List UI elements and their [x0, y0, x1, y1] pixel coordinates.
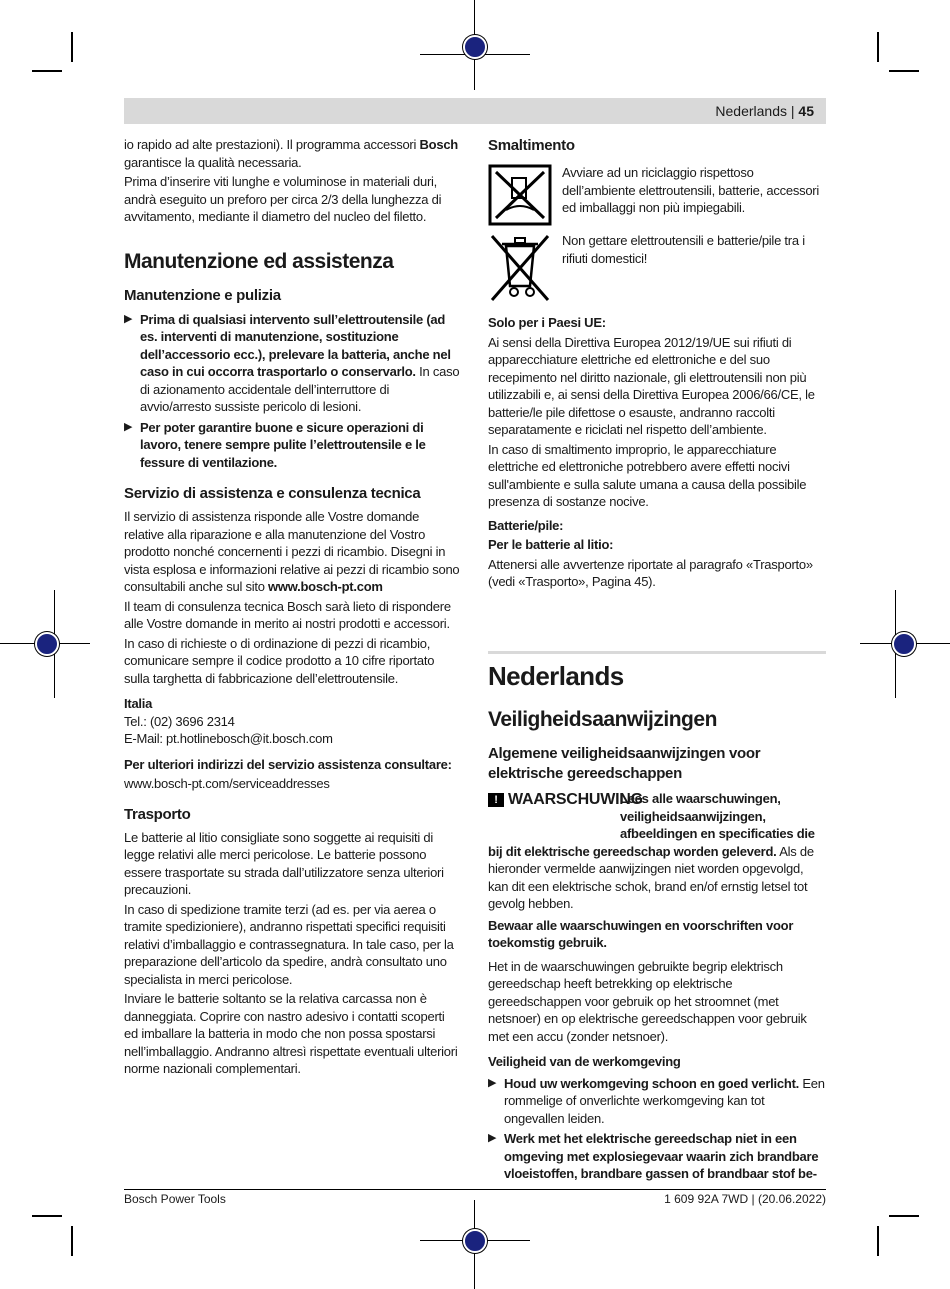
bullet-arrow-icon: ▶: [488, 1076, 497, 1089]
paragraph: io rapido ad alte prestazioni). Il programma accessori Bosch garantisce la qualità necessaria.: [124, 137, 458, 170]
crop-mark: [32, 1215, 62, 1217]
registration-target-icon: [892, 632, 916, 656]
crop-mark: [71, 1226, 73, 1256]
paragraph: Per ulteriori indirizzi del servizio assistenza consultare:: [124, 756, 452, 772]
paragraph-heading: Per le batterie al litio:: [488, 537, 614, 552]
paragraph: Bewaar alle waarschuwingen en voorschriften voor toekomstig gebruik.: [488, 917, 794, 950]
right-column-dutch: [488, 660, 826, 1186]
subsection-heading: Smaltimento: [488, 137, 575, 154]
warning-label: ! WAARSCHUWING: [488, 790, 608, 810]
subsection-heading: Trasporto: [124, 805, 191, 823]
service-url-link[interactable]: www.bosch-pt.com/serviceaddresses: [124, 776, 330, 791]
list-item: ▶ Per poter garantire buone e sicure operazioni di lavoro, tenere sempre pulite l’elettroutensile e le fessure di ventilazione.: [124, 419, 426, 470]
paragraph: Het in de waarschuwingen gebruikte begrip elektrisch gereedschap heeft betrekking op elektrische gereedschappen voor gebruik op het stroomnet (met netsnoer) en op elektrische gereedschappen voor gebruik met een accu (zonder netsnoer).: [488, 958, 807, 1044]
recycling-notice: [488, 164, 826, 226]
paragraph: Inviare le batterie soltanto se la relativa carcassa non è danneggiata. Coprire con nastro adesivo i contatti scoperti ed imballare la batteria in modo che non possa spostarsi nell’imballaggio. Andranno altresì rispettate eventuali ulteriori norme nazionali complementari.: [124, 991, 458, 1076]
crop-mark: [877, 32, 879, 62]
email-address: E-Mail: pt.hotlinebosch@it.bosch.com: [124, 731, 333, 746]
section-heading: Manutenzione ed assistenza: [124, 249, 394, 273]
paragraph: Le batterie al litio consigliate sono soggette ai requisiti di legge relativi alle merci pericolose. Le batterie possono essere trasportate su strada dall’utilizzatore senza ulteriori precauzioni.: [124, 829, 444, 897]
paragraph-heading: Veiligheid van de werkomgeving: [488, 1054, 681, 1069]
paragraph: Il servizio di assistenza risponde alle Vostre domande relative alla riparazione e alla manutenzione del Vostro prodotto nonché concernenti i pezzi di ricambio. Disegni in vista esplosa e informazioni relative ai pezzi di ricambio sono consultabili anche sul sito www.bosch-pt.com: [124, 509, 460, 594]
crop-mark: [889, 70, 919, 72]
subsection-heading: Servizio di assistenza e consulenza tecnica: [124, 485, 421, 502]
paragraph: In caso di richieste o di ordinazione di pezzi di ricambio, comunicare sempre il codice prodotto a 10 cifre riportato sulla targhetta di fabbricazione dell’elettroutensile.: [124, 635, 435, 686]
footer-brand: Bosch Power Tools: [124, 1192, 226, 1206]
registration-target-icon: [463, 35, 487, 59]
footer-rule: [124, 1189, 826, 1190]
page-number: 45: [798, 103, 814, 119]
crop-mark: [32, 70, 62, 72]
paragraph: Non gettare elettroutensili e batterie/pile tra i rifiuti domestici!: [562, 233, 805, 266]
bullet-arrow-icon: ▶: [488, 1132, 497, 1144]
crossed-bin-icon: [488, 232, 552, 304]
registration-target-icon: [463, 1229, 487, 1253]
right-column: [488, 136, 826, 593]
header-language: Nederlands: [715, 103, 787, 119]
country-label: Italia: [124, 696, 153, 711]
bullet-arrow-icon: ▶: [124, 420, 133, 433]
list-item: ▶ Werk met het elektrische gereedschap niet in een omgeving met explosiegevaar waarin zich brandbare vloeistoffen, brandbare gassen of brandbaar stof be-: [488, 1131, 819, 1181]
paragraph: In caso di spedizione tramite terzi (ad es. per via aerea o tramite spedizioniere), andranno rispettati specifici requisiti relativi d’imballaggio e contrassegnatura. In tale caso, per la preparazione dell’articolo da spedire, andrà consultato uno specialista in merci pericolose.: [124, 901, 454, 987]
warning-block: ! WAARSCHUWING Lees alle waarschuwingen, veiligheidsaanwijzingen, afbeeldingen en specificaties die bij dit elektrische gereedschap worden geleverd. Als de hieronder vermelde aanwijzingen niet worden opgevolgd, kan dit een elektrische schok, brand en/of ernstig letsel tot gevolg hebben.: [488, 791, 815, 911]
crop-mark: [889, 1215, 919, 1217]
paragraph: Ai sensi della Direttiva Europea 2012/19/UE sui rifiuti di apparecchiature elettriche ed elettroniche e del suo recepimento nel diritto nazionale, gli elettroutensili non più utilizzabili e, ai sensi della Direttiva Europea 2006/66/CE, le batterie/le pile difettose o esauste, andranno raccolti separatamente e riciclati nel rispetto dell’ambiente.: [488, 334, 815, 437]
crop-mark: [877, 1226, 879, 1256]
crop-mark: [71, 32, 73, 62]
subsection-heading: Algemene veiligheidsaanwijzingen voor elektrische gereedschappen: [488, 745, 761, 782]
section-heading: Veiligheidsaanwijzingen: [488, 708, 717, 731]
subsection-heading: Manutenzione e pulizia: [124, 286, 281, 304]
warning-triangle-icon: !: [488, 793, 504, 807]
list-item: ▶ Prima di qualsiasi intervento sull’elettroutensile (ad es. interventi di manutenzione, sostituzione dell’accessorio ecc.), prelevare la batteria, anche nel caso in cui occorra trasportarlo o conservarlo. In caso di azionamento accidentale dell’interruttore di avvio/arresto sussiste pericolo di lesioni.: [124, 311, 460, 414]
section-divider: [488, 651, 826, 654]
language-title: Nederlands: [488, 661, 624, 691]
paragraph-heading: Solo per i Paesi UE:: [488, 315, 606, 330]
paragraph: Avviare ad un riciclaggio rispettoso dell’ambiente elettroutensili, batterie, accessori ed imballaggi non più impiegabili.: [562, 165, 820, 215]
recycling-symbol-icon: [488, 164, 552, 226]
paragraph: In caso di smaltimento improprio, le apparecchiature elettriche ed elettroniche potrebbero avere effetti nocivi sull'ambiente e sulla salute umana a causa della possibile presenza di sostanze nocive.: [488, 441, 807, 509]
footer-document-id: 1 609 92A 7WD | (20.06.2022): [664, 1192, 826, 1206]
paragraph-heading: Batterie/pile:: [488, 517, 564, 533]
paragraph: Attenersi alle avvertenze riportate al paragrafo «Trasporto» (vedi «Trasporto», Pagina 45).: [488, 556, 813, 589]
bullet-arrow-icon: ▶: [124, 312, 133, 325]
registration-target-icon: [35, 632, 59, 656]
paragraph: Il team di consulenza tecnica Bosch sarà lieto di rispondere alle Vostre domande in merito ai nostri prodotti e accessori.: [124, 598, 451, 631]
list-item: ▶ Houd uw werkomgeving schoon en goed verlicht. Een rommelige of onverlichte werkomgeving kan tot ongevallen leiden.: [488, 1075, 825, 1126]
phone-number: Tel.: (02) 3696 2314: [124, 713, 235, 729]
paragraph: Prima d’inserire viti lunghe e voluminose in materiali duri, andrà eseguito un preforo per circa 2/3 della lunghezza di avvitamento, mediante il diametro del nucleo del filetto.: [124, 174, 442, 224]
waste-notice: [488, 232, 826, 304]
header-separator: |: [790, 103, 795, 119]
left-column: [124, 136, 460, 1080]
page-header: [715, 103, 814, 119]
